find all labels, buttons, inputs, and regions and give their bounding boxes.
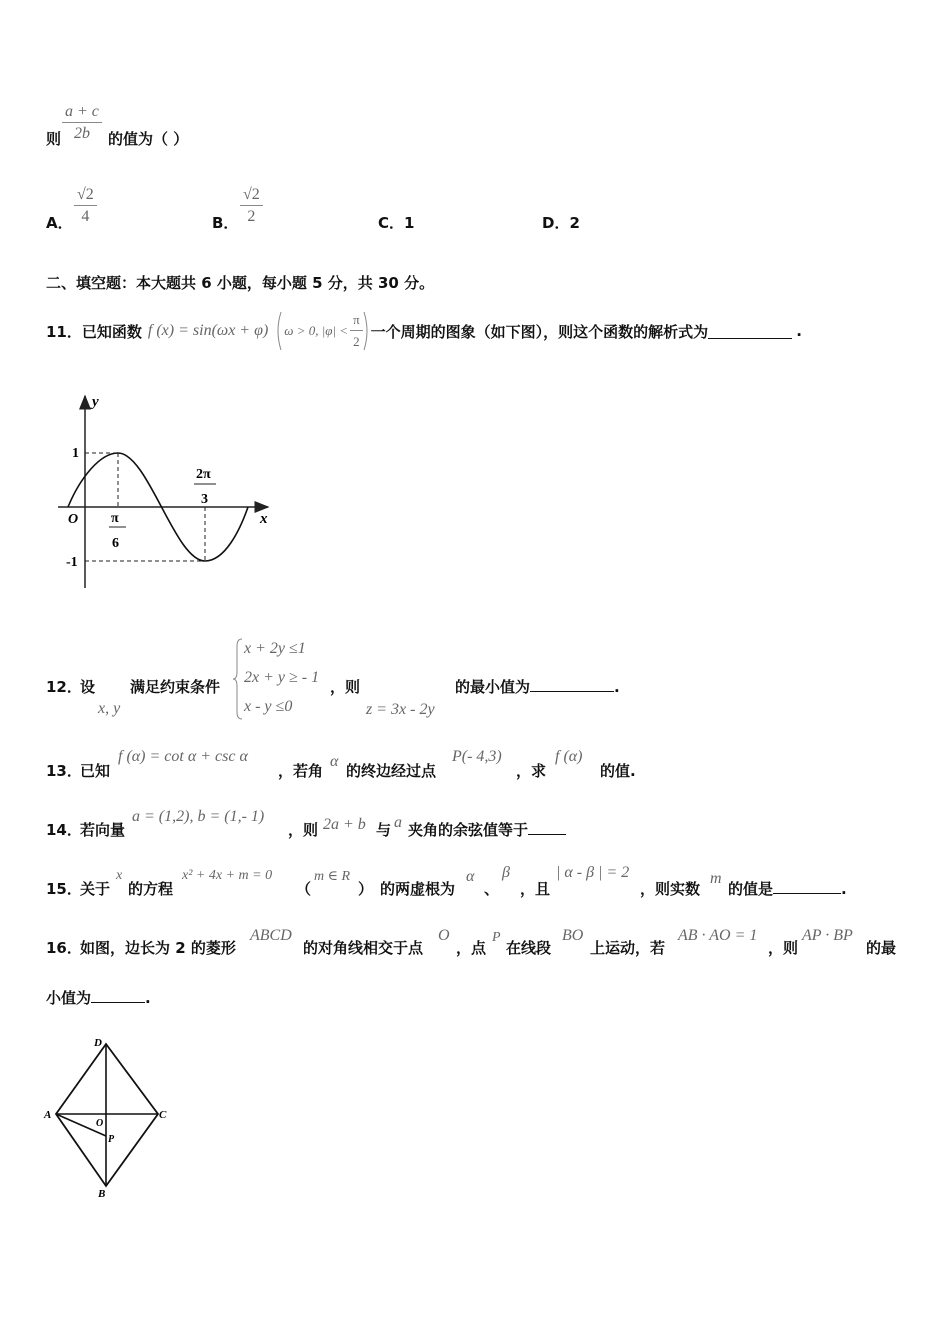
q14-text4-line xyxy=(408,819,566,840)
q16-o: O xyxy=(438,927,450,944)
q12-text2: 满足约束条件 xyxy=(130,678,221,696)
q13-function: f (α) = cot α + csc α xyxy=(118,748,248,765)
q16-p: P xyxy=(492,930,501,945)
q13-alpha: α xyxy=(330,753,339,770)
q11-cond-left: ω > 0, |φ| < xyxy=(284,323,349,338)
q15-text4: ，且 xyxy=(520,880,551,898)
q14-text2: ，则 xyxy=(288,821,319,839)
q11-cond-num: π xyxy=(350,310,363,331)
label-d: D xyxy=(94,1037,102,1049)
q11-answer-blank[interactable] xyxy=(708,324,792,339)
q12-answer-blank[interactable] xyxy=(530,677,614,692)
q15-number: 15． xyxy=(46,880,82,898)
q10-frac-den: 2b xyxy=(73,125,90,142)
q10-option-b-value xyxy=(240,185,263,228)
q12-constraint-1: x + 2y ≤1 xyxy=(244,640,306,657)
q10-option-b-den: 2 xyxy=(247,208,256,225)
q11-function: f (x) = sin(ωx + φ) xyxy=(147,322,269,339)
q16-answer-blank[interactable] xyxy=(91,988,145,1003)
x-axis-label: x xyxy=(260,511,268,527)
q16-text6: ，则 xyxy=(768,939,799,957)
q16-text2: 的对角线相交于点 xyxy=(303,939,424,957)
section-title: 二、填空题：本大题共 6 小题，每小题 5 分，共 30 分。 xyxy=(46,274,435,292)
q12-constraint-3: x - y ≤0 xyxy=(244,698,293,715)
q11-right-paren xyxy=(363,311,371,351)
q14-vector-a: a xyxy=(394,814,402,831)
q15-alpha: α xyxy=(466,868,475,885)
q16-condition: AB · AO = 1 xyxy=(678,927,758,944)
q15-m-in-r: m ∈ R xyxy=(314,869,351,884)
origin-label: O xyxy=(68,512,79,527)
q10-frac-num: a + c xyxy=(62,102,102,123)
label-a: A xyxy=(44,1109,52,1121)
label-b: B xyxy=(98,1188,106,1200)
q14-vectors: a = (1,2), b = (1,- 1) xyxy=(132,808,265,825)
q10-fraction xyxy=(62,102,102,145)
q15-text6-line xyxy=(728,878,847,899)
x2-den-label: 3 xyxy=(201,492,208,507)
x1-num-label: π xyxy=(111,511,119,526)
q15-m: m xyxy=(710,870,722,887)
q16-text5: 上运动，若 xyxy=(590,939,666,957)
y-max-label: 1 xyxy=(72,446,79,461)
q12-text1: 设 xyxy=(80,678,96,696)
q11-left-paren xyxy=(274,311,282,351)
x2-num-label: 2π xyxy=(196,467,211,482)
q15-equation: x² + 4x + m = 0 xyxy=(182,868,273,883)
q11-text1: 已知函数 xyxy=(81,322,142,341)
q15-text2: 的方程 xyxy=(128,880,174,898)
q10-option-d-label: D． xyxy=(542,214,570,232)
q12-vars: x, y xyxy=(98,700,121,717)
q10-option-b-label: B． xyxy=(212,214,239,232)
q16-end: . xyxy=(145,989,151,1007)
q14-text3: 与 xyxy=(376,821,392,839)
q15-end: . xyxy=(841,880,847,898)
q11-cond-den: 2 xyxy=(353,333,360,349)
q11-condition xyxy=(274,310,370,353)
q16-bo: BO xyxy=(562,927,584,944)
label-c: C xyxy=(159,1109,167,1121)
q16-text3: ，点 xyxy=(456,939,487,957)
q10-option-a-label: A． xyxy=(46,214,73,232)
q15-condition: | α - β | = 2 xyxy=(556,864,630,881)
q11-end: . xyxy=(796,322,802,340)
q12-text4: 的最小值为 xyxy=(455,678,531,696)
q15-paren-left: （ xyxy=(296,880,312,898)
q14-answer-blank[interactable] xyxy=(528,820,566,835)
q15-paren-right: ） xyxy=(358,880,374,898)
q12-text4-line xyxy=(455,676,620,697)
q13-text5: 的值. xyxy=(600,762,636,780)
q13-text1: 已知 xyxy=(80,762,111,780)
q15-answer-blank[interactable] xyxy=(773,879,841,894)
q13-point: P(- 4,3) xyxy=(452,748,502,765)
q16-text4: 在线段 xyxy=(506,939,552,957)
q15-x: x xyxy=(116,868,123,883)
q16-line2-text: 小值为 xyxy=(46,989,92,1007)
y-axis-label: y xyxy=(92,394,99,410)
q12-text3: ，则 xyxy=(330,678,361,696)
q10-option-c-label: C． xyxy=(378,214,405,232)
q14-text1: 若向量 xyxy=(80,821,126,839)
q15-text5: ，则实数 xyxy=(640,880,701,898)
q10-option-d-value: 2 xyxy=(569,214,580,232)
q11-text2: 一个周期的图象（如下图），则这个函数的解析式为 xyxy=(370,322,709,341)
q10-option-a-den: 4 xyxy=(81,208,90,225)
q13-function-2: f (α) xyxy=(555,748,583,765)
q14-expression: 2a + b xyxy=(323,816,366,833)
q12-objective: z = 3x - 2y xyxy=(366,701,435,718)
q12-brace xyxy=(233,638,243,720)
q16-expression: AP · BP xyxy=(802,927,853,944)
q14-number: 14． xyxy=(46,821,82,839)
q13-text4: ，求 xyxy=(516,762,547,780)
q13-text3: 的终边经过点 xyxy=(346,762,437,780)
q14-text4: 夹角的余弦值等于 xyxy=(408,821,529,839)
q15-beta: β xyxy=(502,864,510,881)
q11-sine-graph xyxy=(50,390,280,595)
q11-line xyxy=(46,296,802,366)
q12-constraint-2: 2x + y ≥ - 1 xyxy=(244,669,320,686)
q12-end: . xyxy=(614,678,620,696)
q16-text7: 的最 xyxy=(866,939,897,957)
q10-option-c xyxy=(378,212,414,233)
q10-option-b-num: √2 xyxy=(240,185,263,206)
q16-number: 16． xyxy=(46,939,82,957)
q15-text3: 的两虚根为 xyxy=(380,880,456,898)
q16-abcd: ABCD xyxy=(250,927,292,944)
label-p: P xyxy=(108,1134,115,1145)
q15-separator: 、 xyxy=(484,880,500,898)
q10-option-c-value: 1 xyxy=(404,214,415,232)
rhombus-outline xyxy=(56,1044,158,1186)
q16-text1: 如图，边长为 2 的菱形 xyxy=(80,939,236,957)
q10-suffix: 的值为（ ） xyxy=(108,130,189,148)
q10-option-a-num: √2 xyxy=(74,185,97,206)
q16-line2 xyxy=(46,987,151,1008)
q15-text6: 的值是 xyxy=(728,880,774,898)
q15-text1: 关于 xyxy=(80,880,111,898)
q10-option-d xyxy=(542,212,580,233)
label-o: O xyxy=(96,1118,104,1129)
q13-text2: ，若角 xyxy=(278,762,324,780)
q16-rhombus-figure xyxy=(38,1034,178,1202)
x1-den-label: 6 xyxy=(112,536,119,551)
y-min-label: -1 xyxy=(66,555,78,570)
q13-number: 13． xyxy=(46,762,82,780)
q12-number: 12． xyxy=(46,678,82,696)
q10-prefix: 则 xyxy=(46,130,62,148)
q11-number: 11． xyxy=(46,322,82,341)
q10-option-a-value xyxy=(74,185,97,228)
